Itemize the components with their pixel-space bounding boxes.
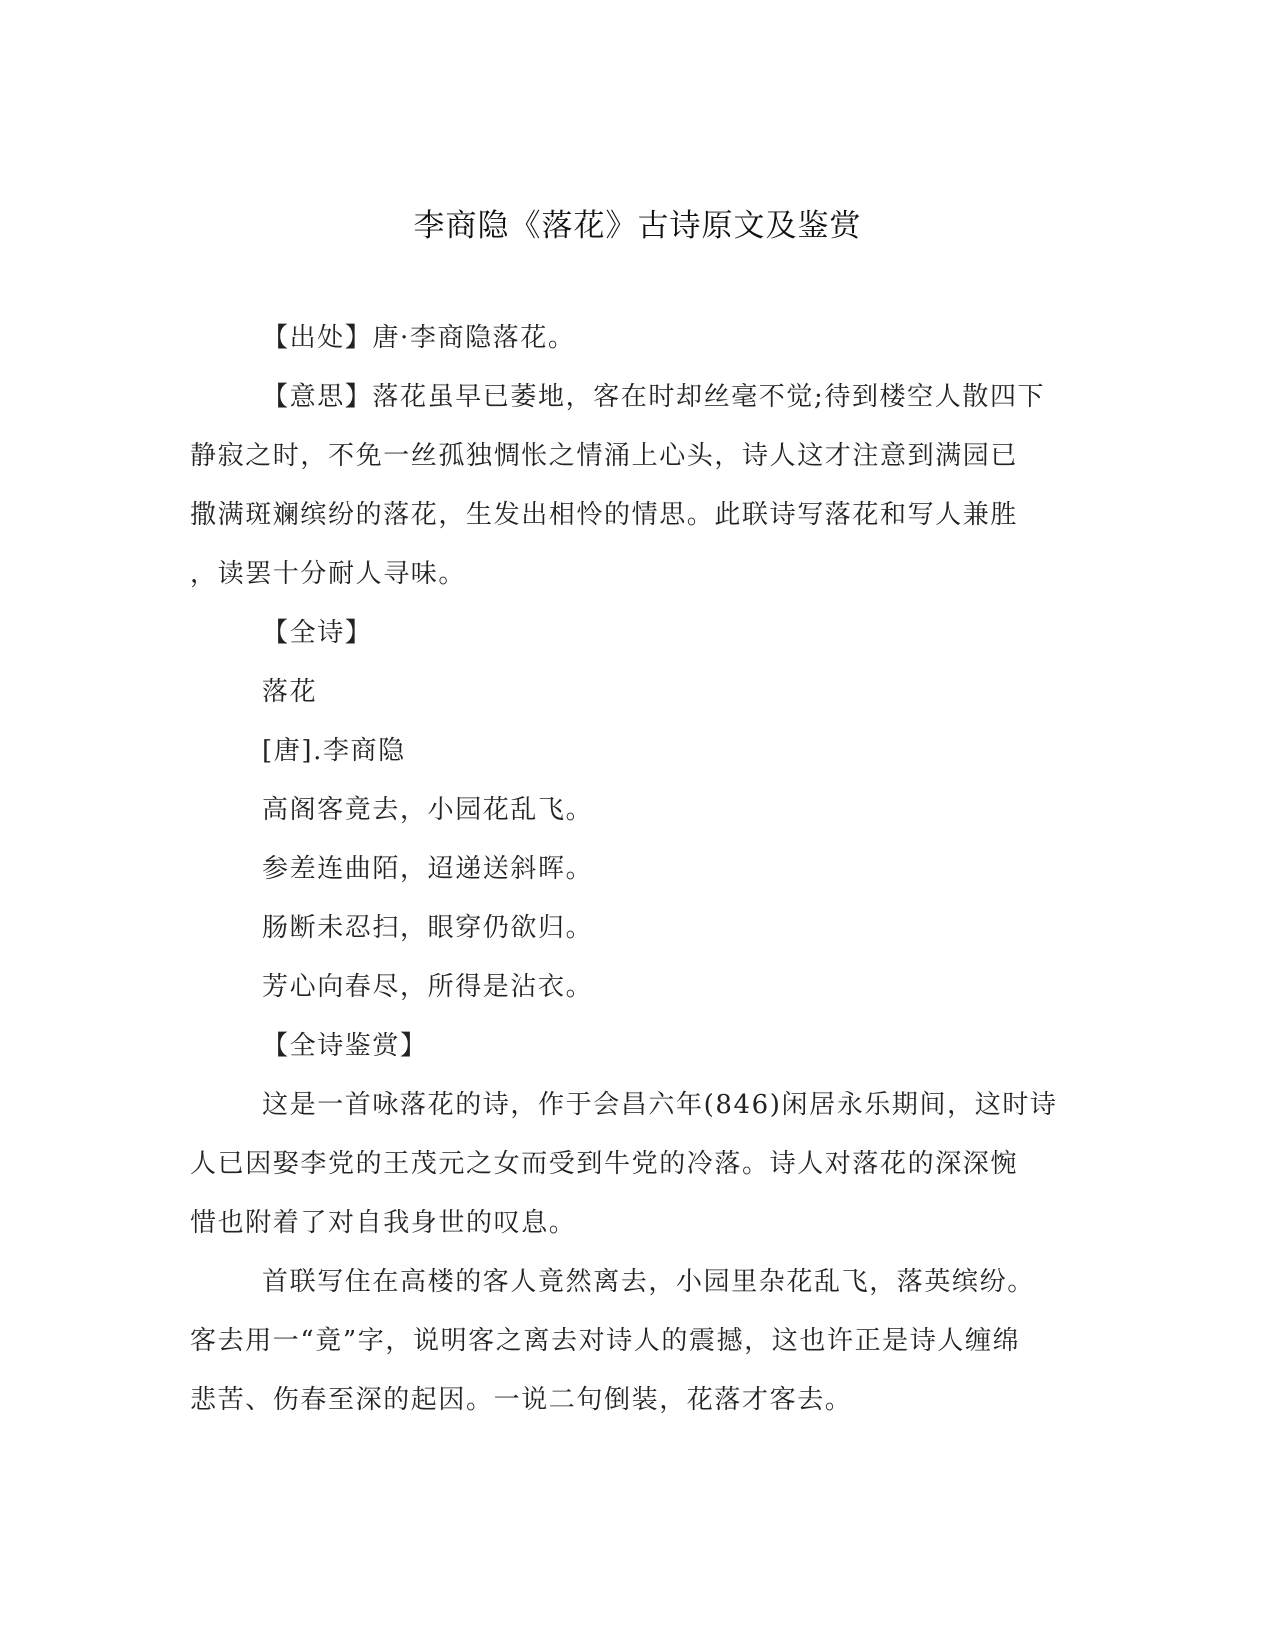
source-line: 【出处】唐·李商隐落花。 <box>262 323 576 353</box>
poem-author: [唐].李商隐 <box>262 736 406 766</box>
appreciation-paragraph-2-line-1: 首联写住在高楼的客人竟然离去，小园里杂花乱飞，落英缤纷。 <box>262 1267 1035 1297</box>
meaning-line-1: 【意思】落花虽早已萎地，客在时却丝毫不觉;待到楼空人散四下 <box>262 382 1046 412</box>
poem-line: 参差连曲陌，迢递送斜晖。 <box>262 854 594 884</box>
appreciation-paragraph-2-line-2: 客去用一“竟”字，说明客之离去对诗人的震撼，这也许正是诗人缠绵 <box>190 1326 1021 1356</box>
appreciation-paragraph-1-line-3: 惜也附着了对自我身世的叹息。 <box>190 1208 577 1238</box>
appreciation-paragraph-1-line-2: 人已因娶李党的王茂元之女而受到牛党的冷落。诗人对落花的深深惋 <box>190 1149 1019 1179</box>
meaning-line-4: ，读罢十分耐人寻味。 <box>190 559 467 589</box>
appreciation-heading: 【全诗鉴赏】 <box>262 1031 428 1061</box>
appreciation-paragraph-2-line-3: 悲苦、伤春至深的起因。一说二句倒装，花落才客去。 <box>190 1385 853 1415</box>
poem-line: 肠断未忍扫，眼穿仍欲归。 <box>262 913 594 943</box>
full-poem-heading: 【全诗】 <box>262 618 373 648</box>
poem-line: 芳心向春尽，所得是沾衣。 <box>262 972 594 1002</box>
document-title: 李商隐《落花》古诗原文及鉴赏 <box>413 208 862 244</box>
appreciation-paragraph-1-line-1: 这是一首咏落花的诗，作于会昌六年(846)闲居永乐期间，这时诗 <box>262 1090 1058 1120</box>
poem-title: 落花 <box>262 677 318 707</box>
meaning-line-3: 撒满斑斓缤纷的落花，生发出相怜的情思。此联诗写落花和写人兼胜 <box>190 500 1019 530</box>
poem-line: 高阁客竟去，小园花乱飞。 <box>262 795 594 825</box>
meaning-line-2: 静寂之时，不免一丝孤独惆怅之情涌上心头，诗人这才注意到满园已 <box>190 441 1019 471</box>
